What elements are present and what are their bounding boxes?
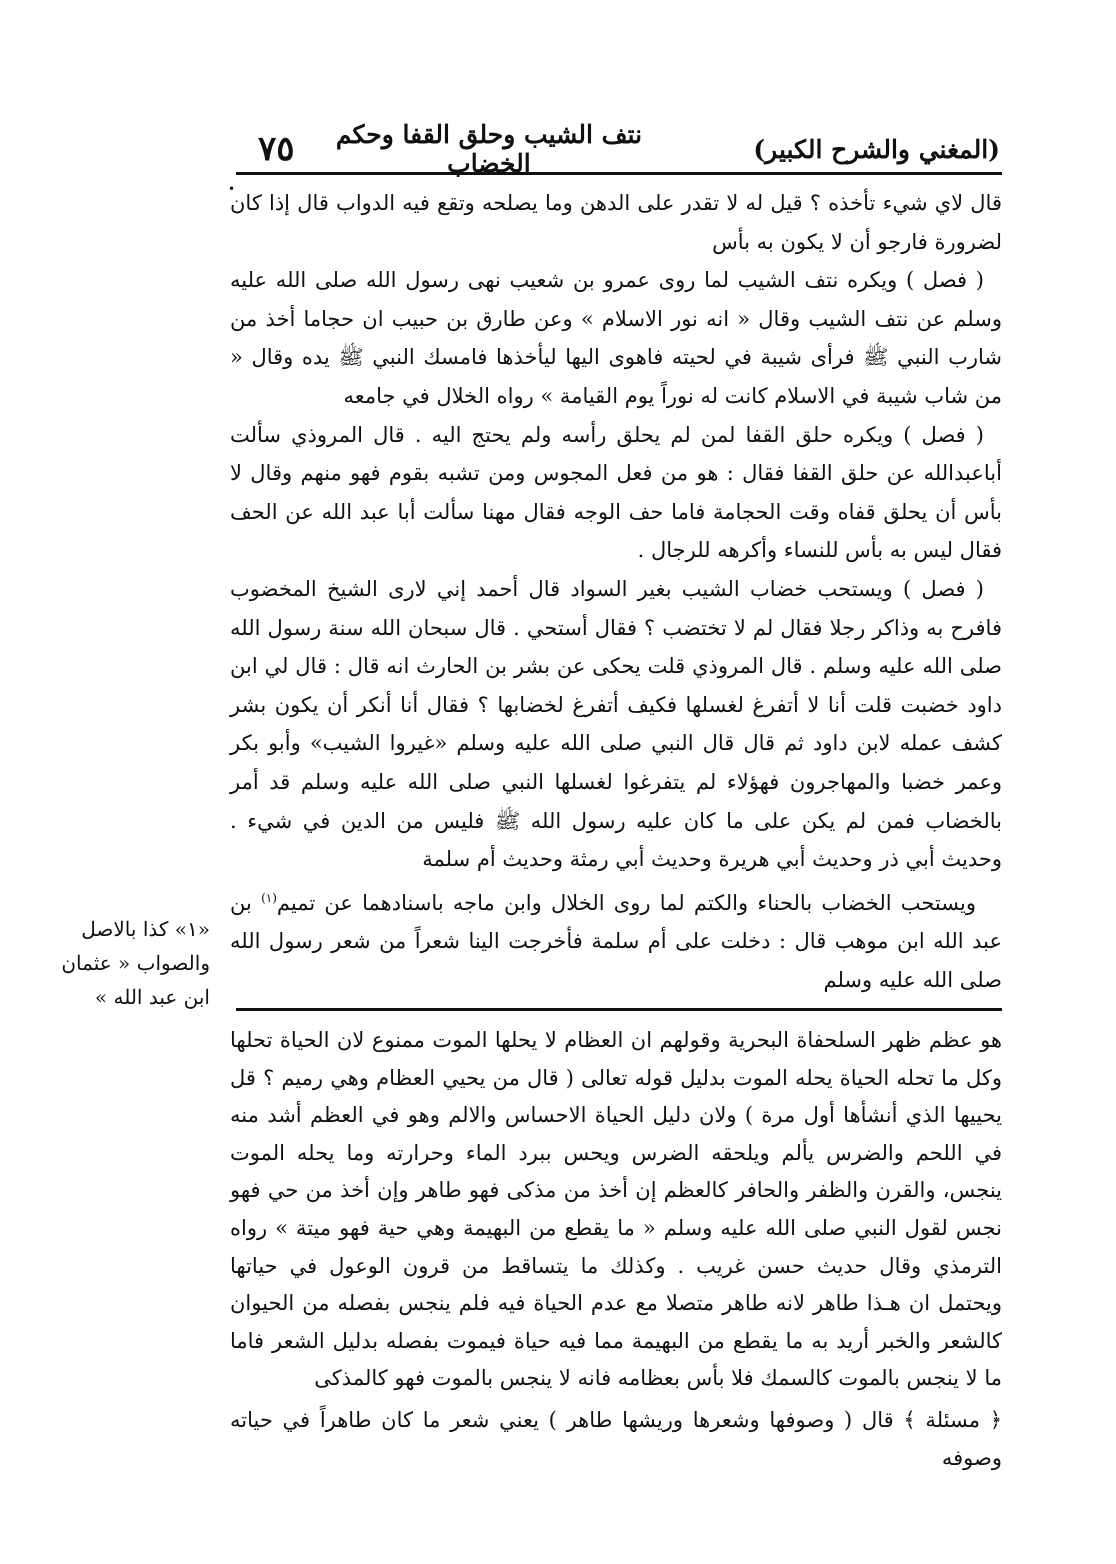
book-title: (المغني والشرح الكبير) <box>753 134 1000 164</box>
section-divider-rule <box>236 1008 1002 1011</box>
margin-note-line-1: «١» كذا بالاصل <box>81 917 210 941</box>
corner-mark: • <box>228 182 236 196</box>
main-text-block <box>230 184 1002 999</box>
masala-paragraph: ﴿ مسئلة ﴾ قال ( وصوفها وشعرها وريشها طاهر ) يعني شعر ما كان طاهراً في حياته وصوفه <box>230 1407 1002 1470</box>
p5-text-before-note: ويستحب الخضاب بالحناء والكتم لما روى الخلال وابن ماجه باسنادهما عن تميم <box>276 890 976 915</box>
p5-text-after-note: بن عبد الله ابن موهب قال : دخلت على أم سلمة فأخرجت الينا شعراً من شعر رسول الله صلى الله عليه وسلم <box>230 890 1002 992</box>
page-number: ٧٥ <box>258 129 295 169</box>
main-paragraph-5 <box>230 879 1002 1000</box>
margin-note <box>40 912 210 1014</box>
sharh-text-block <box>230 1022 1002 1477</box>
main-paragraph-1: قال لاي شيء تأخذه ؟ قيل له لا تقدر على الدهن وما يصلحه وتقع فيه الدواب قال إذا كان لضرورة فارجو أن لا يكون به بأس <box>230 191 1002 254</box>
header-rule <box>236 172 1002 175</box>
main-paragraph-4: ( فصل ) ويستحب خضاب الشيب بغير السواد قال أحمد إني لارى الشيخ المخضوب فافرح به وذاكر رجلا فقال لم لا تختضب ؟ فقال أستحي . قال سبحان الله سنة رسول الله صلى الله عليه وسلم . قال المروذي قلت يحكى عن بشر بن الحارث انه قال : قال لي ابن داود خضبت قلت أنا لا أتفرغ لغسلها فكيف أتفرغ لخضابها ؟ فقال أنا أنكر أن يكون بشر كشف عمله لابن داود ثم قال قال النبي صلى الله عليه وسلم «غيروا الشيب» وأبو بكر وعمر خضبا والمهاجرون فهؤلاء لم يتفرغوا لغسلها النبي صلى الله عليه وسلم قد أمر بالخضاب فمن لم يكن على ما كان عليه رسول الله ﷺ فليس من الدين في شيء . وحديث أبي ذر وحديث أبي هريرة وحديث أبي رمثة وحديث أم سلمة <box>230 576 1002 872</box>
margin-note-line-3: ابن عبد الله » <box>94 985 210 1009</box>
sharh-paragraph-1: هو عظم ظهر السلحفاة البحرية وقولهم ان العظام لا يحلها الموت ممنوع لان الحياة تحلها وكل ما تحله الحياة يحله الموت بدليل قوله تعالى ( قال من يحيي العظام وهي رميم ؟ قل يحييها الذي أنشأها أول مرة ) ولان دليل الحياة الاحساس والالم وهو في العظم أشد منه في اللحم والضرس يألم ويلحقه الضرس ويحس ببرد الماء وحرارته وما يحله الموت ينجس، والقرن والظفر والحافر كالعظم إن أخذ من مذكى فهو طاهر وإن أخذ من حي فهو نجس لقول النبي صلى الله عليه وسلم « ما يقطع من البهيمة وهي حية فهو ميتة » رواه الترمذي وقال حديث حسن غريب . وكذلك ما يتساقط من قرون الوعول في حياتها ويحتمل ان هـذا طاهر لانه طاهر متصلا مع عدم الحياة فيه فلم ينجس بفصله من الحيوان كالشعر والخبر أريد به ما يقطع من البهيمة مما فيه حياة فيموت بفصله بدليل الشعر فاما ما لا ينجس بالموت كالسمك فلا بأس بعظامه فانه لا ينجس بالموت فهو كالمذكى <box>230 1028 1002 1391</box>
footnote-ref: (١) <box>261 890 277 905</box>
main-paragraph-3: ( فصل ) ويكره حلق القفا لمن لم يحلق رأسه ولم يحتج اليه . قال المروذي سألت أباعبدالله عن حلق القفا فقال : هو من فعل المجوس ومن تشبه بقوم فهو منهم وقال لا بأس أن يحلق قفاه وقت الحجامة فاما حف الوجه فقال مهنا سألت أبا عبد الله عن الحف فقال ليس به بأس للنساء وأكرهه للرجال . <box>230 422 1002 563</box>
running-header <box>238 120 1000 178</box>
margin-note-line-2: والصواب « عثمان <box>61 951 210 975</box>
section-topic: نتف الشيب وحلق القفا وحكم الخضاب <box>335 120 643 178</box>
main-paragraph-2: ( فصل ) ويكره نتف الشيب لما روى عمرو بن شعيب نهى رسول الله صلى الله عليه وسلم عن نتف الشيب وقال « انه نور الاسلام » وعن طارق بن حبيب ان حجاما أخذ من شارب النبي ﷺ فرأى شيبة في لحيته فاهوى اليها ليأخذها فامسك النبي ﷺ يده وقال « من شاب شيبة في الاسلام كانت له نوراً يوم القيامة » رواه الخلال في جامعه <box>230 268 1002 408</box>
